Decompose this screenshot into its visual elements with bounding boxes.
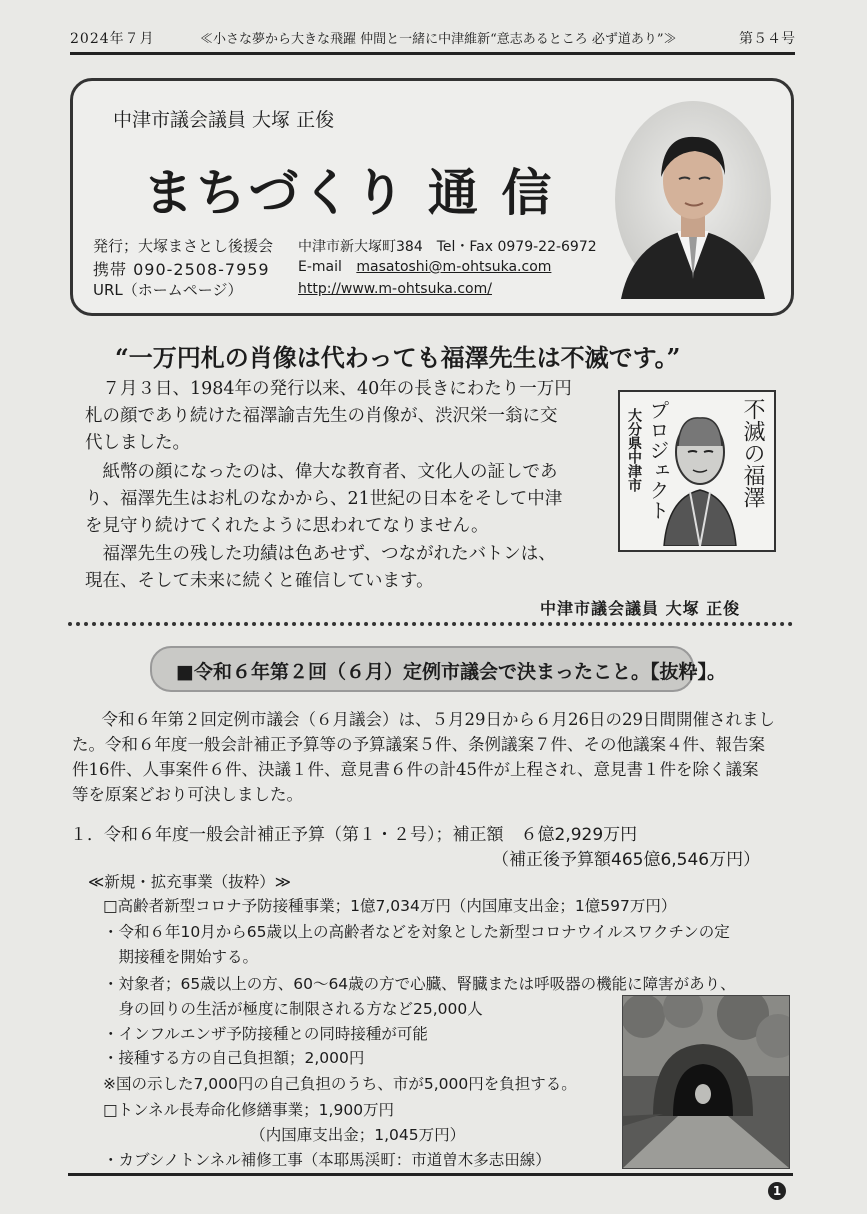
list-note: ※国の示した7,000円の自己負担のうち、市が5,000円を負担する。 — [103, 1075, 577, 1093]
section-banner — [150, 646, 726, 692]
address: 中津市新大塚町384 Tel・Fax 0979-22-6972 — [298, 239, 597, 255]
article-line-8: 現在、そして未来に続くと確信しています。 — [85, 571, 434, 591]
article-line-3: 代しました。 — [85, 433, 190, 453]
section-intro-line-4: 等を原案どおり可決しました。 — [72, 785, 303, 804]
newsletter-title: まちづくり 通 信 — [143, 164, 555, 222]
list-item: □高齢者新型コロナ予防接種事業；1億7,034万円（内国庫支出金；1億597万円） — [103, 897, 677, 915]
fukuzawa-title: 不滅の福澤 — [740, 398, 765, 508]
section-banner-text: ■令和６年第２回（６月）定例市議会で決まったこと。【抜粋】。 — [176, 661, 726, 683]
list-item: □トンネル長寿命化修繕事業；1,900万円 — [103, 1101, 395, 1119]
list-item: ・対象者；65歳以上の方、60～64歳の方で心臓、腎臓または呼吸器の機能に障害があり、 — [103, 975, 736, 993]
fukuzawa-project-box — [618, 390, 776, 552]
item-1-revised-budget: （補正後予算額465億6,546万円） — [492, 850, 761, 870]
page-number: 1 — [768, 1182, 786, 1200]
fukuzawa-project: プロジェクト — [646, 400, 670, 520]
website-link[interactable]: http://www.m-ohtsuka.com/ — [298, 281, 492, 297]
section-intro-line-1: 令和６年第２回定例市議会（６月議会）は、５月29日から６月26日の29日間開催されまし — [85, 710, 775, 729]
article-line-2: 札の顔であり続けた福澤諭吉先生の肖像が、渋沢栄一翁に交 — [85, 406, 558, 426]
list-item: ・接種する方の自己負担額；2,000円 — [103, 1049, 365, 1067]
article-signature: 中津市議会議員 大塚 正俊 — [540, 599, 741, 618]
member-name: 中津市議会議員 大塚 正俊 — [113, 109, 335, 131]
article-line-4: 紙幣の顔になったのは、偉大な教育者、文化人の証しであ — [85, 462, 558, 482]
article-quote: “一万円札の肖像は代わっても福澤先生は不滅です。” — [115, 343, 681, 372]
bottom-rule — [68, 1173, 793, 1176]
article-line-1: ７月３日、1984年の発行以来、40年の長きにわたり一万円 — [85, 379, 572, 399]
email-label: E-mail — [298, 259, 342, 275]
email-link[interactable]: masatoshi@m-ohtsuka.com — [356, 259, 552, 275]
list-item: ・令和６年10月から65歳以上の高齢者などを対象とした新型コロナウイルスワクチンの定 — [103, 923, 730, 941]
list-item: 身の回りの生活が極度に制限される方など25,000人 — [103, 1000, 483, 1018]
article-line-7: 福澤先生の残した功績は色あせず、つながれたバトンは、 — [85, 544, 556, 564]
issue-date: 2024年７月 — [70, 31, 155, 47]
article-line-6: を見守り続けてくれたように思われてなりません。 — [85, 516, 489, 536]
section-intro-line-3: 件16件、人事案件６件、決議１件、意見書６件の計45件が上程され、意見書１件を除く議案 — [72, 760, 759, 779]
list-item: （内国庫支出金；1,045万円） — [103, 1126, 466, 1144]
list-heading: ≪新規・拡充事業（抜粋）≫ — [88, 873, 291, 891]
dotted-divider — [68, 622, 793, 626]
section-intro-line-2: た。令和６年度一般会計補正予算等の予算議案５件、条例議案７件、その他議案４件、報告案 — [72, 735, 765, 754]
article-line-5: り、福澤先生はお札のなかから、21世紀の日本をそして中津 — [85, 489, 563, 509]
email-row — [298, 259, 551, 275]
slogan: ≪小さな夢から大きな飛躍 仲間と一緒に中津維新“意志あるところ 必ず道あり”≫ — [200, 32, 677, 47]
item-1-heading: １．令和６年度一般会計補正予算（第１・２号）；補正額 ６億2,929万円 — [70, 825, 638, 845]
mobile-number: 携帯 090-2508-7959 — [93, 260, 270, 279]
list-item: ・カブシノトンネル補修工事（本耶馬渓町：市道曽木多志田線） — [103, 1151, 551, 1169]
url-label: URL（ホームページ） — [93, 281, 243, 299]
fukuzawa-location: 大分県中津市 — [626, 408, 642, 492]
publisher: 発行；大塚まさとし後援会 — [93, 237, 274, 255]
issue-number: 第５４号 — [739, 31, 795, 47]
list-item: ・インフルエンザ予防接種との同時接種が可能 — [103, 1025, 428, 1043]
portrait-photo — [613, 99, 773, 299]
tunnel-photo — [622, 995, 790, 1169]
list-item: 期接種を開始する。 — [103, 948, 259, 966]
masthead — [70, 78, 794, 316]
top-header — [70, 26, 795, 55]
